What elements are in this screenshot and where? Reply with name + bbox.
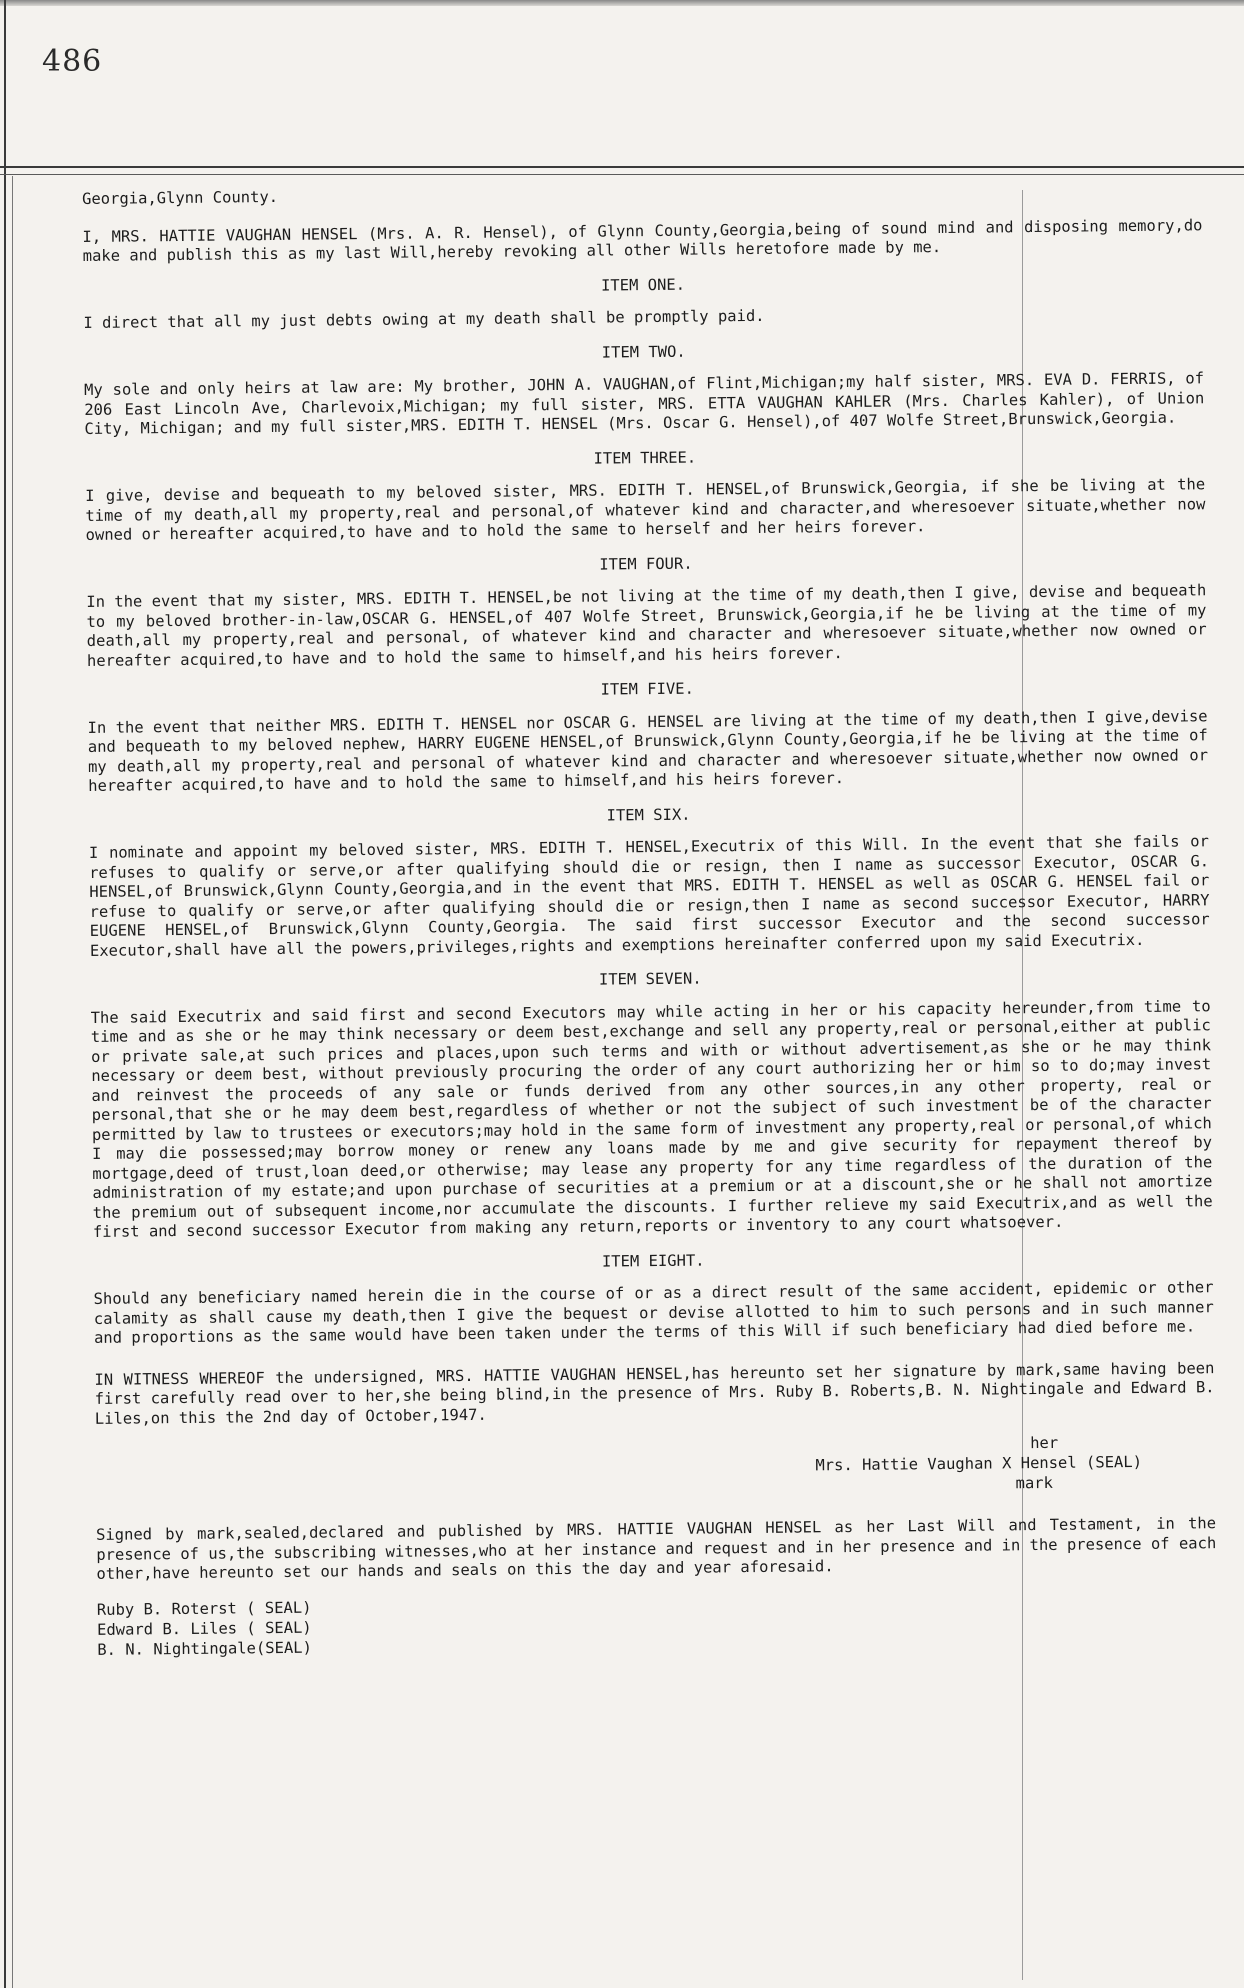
item-text: In the event that neither MRS. EDITH T. HENSEL nor OSCAR G. HENSEL are living at the time of my death,then I give,devise and bequeath to my beloved nephew, HARRY EUGENE HENSEL,of Brunswick,Glynn County,Georgia,if he be living at the time of my death,all my property,real and personal of whatever kind and character and wheresoever situate,whether now owned or hereafter acquired,to have and to hold the same to himself,and his heirs forever. [87,706,1209,795]
item-heading: ITEM ONE. [600,275,686,295]
header-rule [0,166,1244,168]
attestation-clause: Signed by mark,sealed,declared and published by MRS. HATTIE VAUGHAN HENSEL as her Last Will and Testament, in the presence of us,the subscribing witnesses,who at her instance and request and in her presence and in the presence of each other,have hereunto set our hands and seals on this the day and year aforesaid. [95,1514,1217,1583]
item-heading: ITEM THREE. [593,448,697,468]
item-heading: ITEM SIX. [606,805,691,825]
item-heading: ITEM FOUR. [599,554,693,574]
item-text: Should any beneficiary named herein die in the course of or as a direct result of the same accident, epidemic or other calamity as shall cause my death,then I give the bequest or devise allotted to him to such persons and in such manner and proportions as the same would have been taken under the terms of this Will if such beneficiary had died before me. [93,1278,1214,1347]
venue-line: Georgia,Glynn County. [82,187,279,208]
item-text: I direct that all my just debts owing at my death shall be promptly paid. [83,306,765,332]
item-heading: ITEM SEVEN. [598,969,702,989]
item-heading: ITEM EIGHT. [601,1251,705,1271]
witness-signature: Edward B. Liles ( SEAL) [96,1618,312,1639]
testator-signature [95,1432,1216,1506]
ledger-inner-border [12,176,13,1988]
page-top-edge [0,0,1244,6]
header-rule-secondary [0,174,1244,175]
witness-list [97,1588,1218,1660]
item-text: The said Executrix and said first and second Executors may while acting in her or his capacity hereunder,from time to time and as she or he may think necessary or deem best,exchange and sell any property,real or personal,either at public or private sale,at such prices and places,upon such terms and with or without advertisement,as she or he may think necessary or deem best, without previously procuring the order of any court authorizing her or him so to do;may invest and reinvest the proceeds of any sale or funds derived from any other sources,in any other property, real or personal,that she or he may deem best,regardless of whether or not the subject of such investment be of the character permitted by law to trustees or executors;may hold in the same form of investment any property,real or personal,of which I may die possessed;may borrow money or renew any loans made by me and give security for repayment thereof by mortgage,deed of trust,loan deed,or otherwise; may lease any property for any time regardless of the duration of the administration of my estate;and upon purchase of securities at a premium or at a discount,she or he shall not amortize the premium out of subsequent income,nor accumulate the discounts. I further relieve my said Executrix,and as well the first and second successor Executor from making any return,reports or inventory to any court whatsoever. [90,996,1213,1241]
witness-signature: Ruby B. Roterst ( SEAL) [96,1598,312,1619]
item-text: My sole and only heirs at law are: My brother, JOHN A. VAUGHAN,of Flint,Michigan;my half sister, MRS. EVA D. FERRIS, of 206 East Lincoln Ave, Charlevoix,Michigan; my full sister, MRS. ETTA VAUGHAN KAHLER (Mrs. Charles Kahler), of Union City, Michigan; and my full sister,MRS. EDITH T. HENSEL (Mrs. Oscar G. Hensel),of 407 Wolfe Street,Brunswick,Georgia. [84,369,1205,438]
will-document [82,178,1217,1659]
item-text: I nominate and appoint my beloved sister, MRS. EDITH T. HENSEL,Executrix of this Will. In the event that she fails or refuses to qualify or serve,or after qualifying should die or resign, then I name as successor Executor, OSCAR G. HENSEL,of Brunswick,Glynn County,Georgia,and in the event that MRS. EDITH T. HENSEL as well as OSCAR G. HENSEL fail or refuse to qualify or serve,or after qualifying should die or resign,then I name as second successor Executor, HARRY EUGENE HENSEL,of Brunswick,Glynn County,Georgia. The said first successor Executor and the second successor Executor,shall have all the powers,privileges,rights and exemptions hereinafter conferred upon my said Executrix. [88,832,1210,960]
item-heading: ITEM FIVE. [600,679,695,699]
ledger-left-border [4,0,6,1988]
item-text: I give, devise and bequeath to my beloved sister, MRS. EDITH T. HENSEL,of Brunswick,Georgia, if she be living at the time of my death,all my property,real and personal,of whatever kind and character,and wheresoever situate,whether now owned or hereafter acquired,to have and to hold the same to herself and her heirs forever. [85,475,1206,544]
item-heading: ITEM TWO. [601,342,686,362]
signature-mark: mark [1015,1473,1054,1493]
signature-name: Mrs. Hattie Vaughan X Hensel (SEAL) [815,1452,1143,1475]
item-text: In the event that my sister, MRS. EDITH T. HENSEL,be not living at the time of my death,then I give, devise and bequeath to my beloved brother-in-law,OSCAR G. HENSEL,of 407 Wolfe Street, Brunswick,Georgia,if he be living at the time of my death,all my property,real and personal, of whatever kind and character and wheresoever situate,whether now owned or hereafter acquired,to have and to hold the same to himself,and his heirs forever. [86,581,1207,670]
signature-her: her [1030,1433,1059,1453]
intro-paragraph: I, MRS. HATTIE VAUGHAN HENSEL (Mrs. A. R. Hensel), of Glynn County,Georgia,being of sound mind and disposing memory,do make and publish this as my last Will,hereby revoking all other Wills heretofore made by me. [82,215,1203,265]
witness-clause: IN WITNESS WHEREOF the undersigned, MRS. HATTIE VAUGHAN HENSEL,has hereunto set her signature by mark,same having been first carefully read over to her,she being blind,in the presence of Mrs. Ruby B. Roberts,B. N. Nightingale and Edward B. Liles,on this the 2nd day of October,1947. [94,1358,1215,1428]
page-number: 486 [42,44,103,79]
witness-signature: B. N. Nightingale(SEAL) [97,1638,313,1659]
